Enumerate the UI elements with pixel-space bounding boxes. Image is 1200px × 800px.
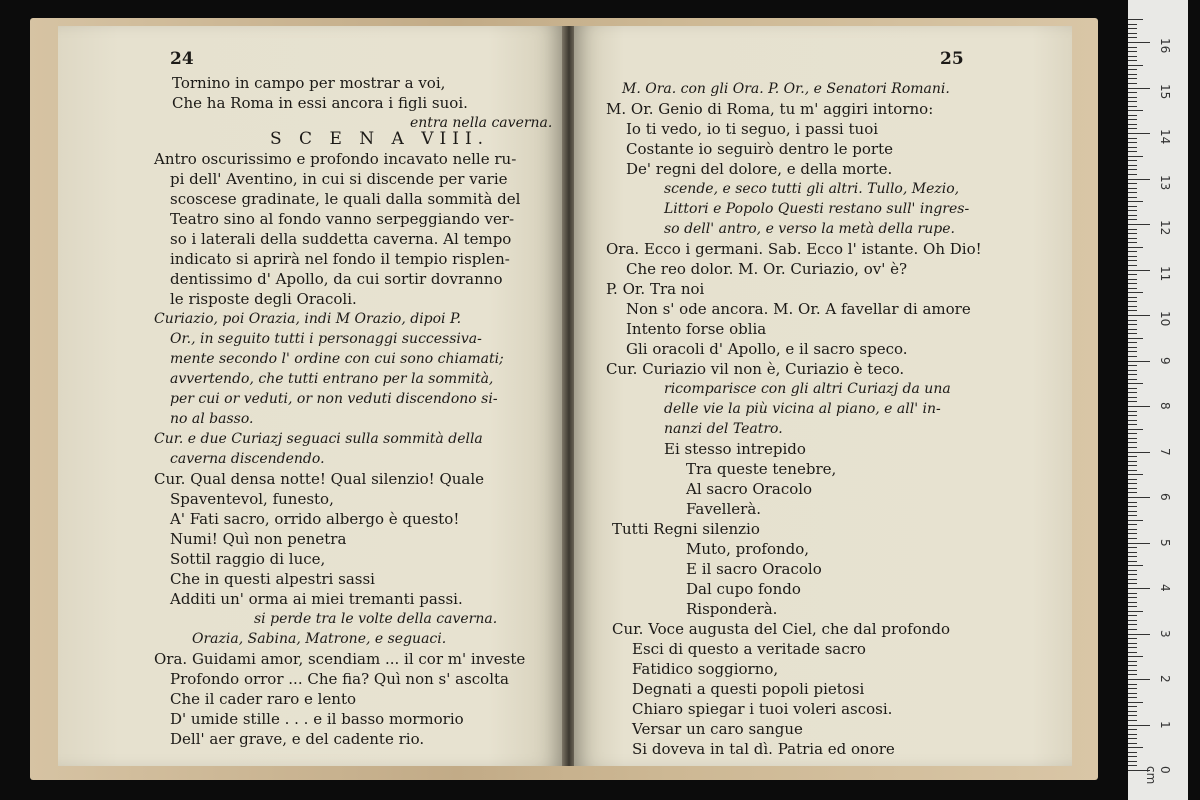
ruler-tick [1128, 197, 1137, 198]
ruler-tick [1128, 19, 1143, 20]
ruler-tick [1128, 747, 1143, 748]
text-line: Spaventevol, funesto, [170, 490, 334, 508]
ruler-tick [1128, 33, 1137, 34]
ruler-tick [1128, 674, 1137, 675]
ruler-tick [1128, 583, 1137, 584]
ruler-label: 12 [1158, 220, 1172, 236]
text-line: De' regni del dolore, e della morte. [626, 160, 893, 178]
ruler-tick [1128, 420, 1137, 421]
text-line: Degnati a questi popoli pietosi [632, 680, 865, 698]
ruler-label: 13 [1158, 174, 1172, 190]
ruler-tick [1128, 670, 1137, 671]
ruler-tick [1128, 392, 1137, 393]
ruler-tick [1128, 292, 1143, 293]
ruler-tick [1128, 65, 1143, 66]
ruler-tick [1128, 270, 1150, 271]
ruler-tick [1128, 561, 1137, 562]
ruler-tick [1128, 465, 1137, 466]
ruler-tick [1128, 725, 1150, 726]
ruler-tick [1128, 88, 1150, 89]
ruler-tick [1128, 92, 1137, 93]
ruler-tick [1128, 365, 1137, 366]
text-line: Chiaro spiegar i tuoi voleri ascosi. [632, 700, 893, 718]
ruler-tick [1128, 356, 1137, 357]
ruler-tick [1128, 138, 1137, 139]
ruler-tick [1128, 488, 1137, 489]
text-line: Dal cupo fondo [686, 580, 801, 598]
ruler-label: 7 [1158, 447, 1172, 456]
ruler-tick [1128, 47, 1137, 48]
ruler-tick [1128, 543, 1150, 544]
ruler-tick [1128, 388, 1137, 389]
ruler-tick [1128, 424, 1137, 425]
ruler-tick [1128, 310, 1137, 311]
text-line: Ora. Guidami amor, scendiam ... il cor m' investe [154, 650, 526, 668]
ruler-tick [1128, 142, 1137, 143]
ruler-tick [1128, 602, 1137, 603]
ruler-tick [1128, 579, 1137, 580]
stage-direction-line: per cui or veduti, or non veduti discendono si- [170, 391, 498, 407]
stage-direction-line: no al basso. [170, 411, 254, 427]
ruler-tick [1128, 474, 1143, 475]
ruler-tick [1128, 611, 1143, 612]
text-line: Gli oracoli d' Apollo, e il sacro speco. [626, 340, 908, 358]
ruler-tick [1128, 265, 1137, 266]
ruler-tick [1128, 370, 1137, 371]
ruler-tick [1128, 738, 1137, 739]
ruler-tick [1128, 60, 1137, 61]
text-line: Fatidico soggiorno, [632, 660, 779, 678]
text-line: Esci di questo a veritade sacro [632, 640, 866, 658]
ruler-tick [1128, 511, 1137, 512]
ruler-tick [1128, 483, 1137, 484]
text-line: D' umide stille . . . e il basso mormorio [170, 710, 464, 728]
ruler-tick [1128, 206, 1137, 207]
ruler-tick [1128, 83, 1137, 84]
ruler-tick [1128, 219, 1137, 220]
ruler-label: 4 [1158, 584, 1172, 592]
stage-direction-line: avvertendo, che tutti entrano per la sommità, [170, 371, 494, 387]
ruler-tick [1128, 320, 1137, 321]
ruler-tick [1128, 274, 1137, 275]
ruler-label: 8 [1158, 402, 1172, 410]
ruler-tick [1128, 338, 1143, 339]
ruler-label: 2 [1158, 675, 1172, 683]
text-line: Favellerà. [686, 500, 762, 518]
ruler-tick [1128, 415, 1137, 416]
ruler-tick [1128, 224, 1150, 225]
stage-direction-line: nanzi del Teatro. [664, 421, 783, 437]
ruler-tick [1128, 438, 1137, 439]
stage-direction-line: mente secondo l' ordine con cui sono chiamati; [170, 351, 504, 367]
ruler-tick [1128, 374, 1137, 375]
ruler-tick [1128, 538, 1137, 539]
ruler-label: 11 [1158, 265, 1172, 281]
ruler-tick [1128, 160, 1137, 161]
text-line: Additi un' orma ai miei tremanti passi. [170, 590, 463, 608]
ruler-tick [1128, 606, 1137, 607]
ruler-tick [1128, 128, 1137, 129]
ruler-tick [1128, 593, 1137, 594]
text-line: scoscese gradinate, le quali dalla sommità del [170, 190, 521, 208]
ruler-tick [1128, 379, 1137, 380]
text-line: Profondo orror ... Che fia? Quì non s' ascolta [170, 670, 509, 688]
ruler-tick [1128, 588, 1150, 589]
ruler-tick [1128, 74, 1137, 75]
text-line: dentissimo d' Apollo, da cui sortir dovranno [170, 270, 503, 288]
ruler-tick [1128, 515, 1137, 516]
ruler-tick [1128, 570, 1137, 571]
ruler-label: 6 [1158, 493, 1172, 501]
ruler-tick [1128, 215, 1137, 216]
ruler-tick [1128, 210, 1137, 211]
ruler-label: 9 [1158, 356, 1172, 365]
text-line: indicato si aprirà nel fondo il tempio risplen- [170, 250, 510, 268]
text-line: Io ti vedo, io ti seguo, i passi tuoi [626, 120, 879, 138]
ruler-tick [1128, 260, 1137, 261]
text-line: Tutti Regni silenzio [612, 520, 760, 538]
ruler-tick [1128, 643, 1137, 644]
ruler-tick [1128, 684, 1137, 685]
ruler-tick [1128, 301, 1137, 302]
ruler-label: 10 [1158, 311, 1172, 327]
stage-direction-line: si perde tra le volte della caverna. [254, 611, 498, 627]
page-number: 25 [940, 49, 964, 69]
text-line: Risponderà. [686, 600, 778, 618]
ruler-tick [1128, 752, 1137, 753]
ruler-tick [1128, 256, 1137, 257]
ruler-tick [1128, 442, 1137, 443]
ruler-tick [1128, 247, 1143, 248]
ruler-label: 5 [1158, 538, 1172, 547]
text-line: Al sacro Oracolo [686, 480, 813, 498]
stage-direction-line: Littori e Popolo Questi restano sull' ingres- [664, 201, 970, 217]
ruler-label: 0 cm [1144, 766, 1172, 785]
stage-direction-line: caverna discendendo. [170, 451, 325, 467]
ruler-tick [1128, 533, 1137, 534]
ruler-tick [1128, 461, 1137, 462]
stage-direction-line: Cur. e due Curiazj seguaci sulla sommità della [154, 431, 483, 447]
ruler-tick [1128, 629, 1137, 630]
ruler-tick [1128, 688, 1137, 689]
ruler-tick [1128, 279, 1137, 280]
text-line: Che reo dolor. M. Or. Curiazio, ov' è? [626, 260, 908, 278]
text-line: Versar un caro sangue [632, 720, 803, 738]
ruler-tick [1128, 697, 1137, 698]
text-line: Si doveva in tal dì. Patria ed onore [632, 740, 895, 758]
ruler-tick [1128, 634, 1150, 635]
text-line: Sottil raggio di luce, [170, 550, 326, 568]
text-line: Dell' aer grave, e del cadente rio. [170, 730, 425, 748]
ruler-tick [1128, 429, 1143, 430]
ruler-tick [1128, 597, 1137, 598]
ruler-tick [1128, 156, 1143, 157]
ruler-label: 14 [1158, 129, 1172, 145]
ruler-tick [1128, 37, 1137, 38]
text-line: Intento forse oblia [626, 320, 767, 338]
ruler-label: 15 [1158, 83, 1172, 99]
ruler-tick [1128, 42, 1150, 43]
stage-direction-line: Orazia, Sabina, Matrone, e seguaci. [192, 631, 447, 647]
stage-direction-line: entra nella caverna. [410, 115, 553, 131]
ruler-tick [1128, 620, 1137, 621]
ruler-tick [1128, 497, 1150, 498]
ruler-tick [1128, 51, 1137, 52]
ruler-tick [1128, 283, 1137, 284]
ruler-tick [1128, 647, 1137, 648]
ruler-tick [1128, 693, 1137, 694]
ruler-tick [1128, 661, 1137, 662]
ruler-tick [1128, 342, 1137, 343]
ruler-tick [1128, 383, 1143, 384]
ruler-tick [1128, 656, 1143, 657]
ruler-tick [1128, 729, 1137, 730]
stage-direction-line: Or., in seguito tutti i personaggi successiva- [170, 331, 482, 347]
text-line: Ei stesso intrepido [664, 440, 806, 458]
text-line: Numi! Quì non penetra [170, 530, 347, 548]
stage-direction-line: delle vie la più vicina al piano, e all' in- [664, 401, 941, 417]
ruler-tick [1128, 151, 1137, 152]
ruler-label: 1 [1158, 720, 1172, 729]
stage-direction-line: M. Ora. con gli Ora. P. Or., e Senatori Romani. [622, 81, 950, 97]
ruler-tick [1128, 711, 1137, 712]
ruler-tick [1128, 347, 1137, 348]
ruler-tick [1128, 251, 1137, 252]
ruler-tick [1128, 433, 1137, 434]
text-line: Che il cader raro e lento [170, 690, 357, 708]
ruler-tick [1128, 101, 1137, 102]
ruler-tick [1128, 165, 1137, 166]
ruler-tick [1128, 333, 1137, 334]
ruler-tick [1128, 520, 1143, 521]
ruler-tick [1128, 351, 1137, 352]
ruler-tick [1128, 238, 1137, 239]
ruler-tick [1128, 456, 1137, 457]
left-page [58, 26, 564, 766]
ruler-tick [1128, 492, 1137, 493]
stage-direction-line: ricomparisce con gli altri Curiazj da una [664, 381, 951, 397]
text-line: Ora. Ecco i germani. Sab. Ecco l' istante. Oh Dio! [606, 240, 982, 258]
page-number: 24 [170, 49, 194, 69]
ruler-tick [1128, 761, 1137, 762]
ruler-tick [1128, 556, 1137, 557]
ruler-tick [1128, 229, 1137, 230]
ruler-tick [1128, 406, 1150, 407]
ruler-tick [1128, 574, 1137, 575]
text-line: Cur. Qual densa notte! Qual silenzio! Quale [154, 470, 485, 488]
text-line: pi dell' Aventino, in cui si discende per varie [170, 170, 508, 188]
ruler-tick [1128, 201, 1143, 202]
ruler-tick [1128, 233, 1137, 234]
text-line: Tra queste tenebre, [686, 460, 837, 478]
ruler-tick [1128, 97, 1137, 98]
ruler-tick [1128, 397, 1137, 398]
ruler-tick [1128, 147, 1137, 148]
ruler-tick [1128, 69, 1137, 70]
text-line: Che in questi alpestri sassi [170, 570, 375, 588]
text-line: Che ha Roma in essi ancora i figli suoi. [172, 94, 468, 112]
ruler-tick [1128, 106, 1137, 107]
ruler-tick [1128, 329, 1137, 330]
ruler-tick [1128, 179, 1150, 180]
ruler-tick [1128, 565, 1143, 566]
ruler-tick [1128, 552, 1137, 553]
ruler-tick [1128, 174, 1137, 175]
stage-direction-line: scende, e seco tutti gli altri. Tullo, Mezio, [664, 181, 960, 197]
ruler-tick [1128, 133, 1150, 134]
ruler-tick [1128, 615, 1137, 616]
ruler-tick [1128, 288, 1137, 289]
ruler-tick [1128, 401, 1137, 402]
ruler-tick [1128, 702, 1143, 703]
right-page [574, 26, 1072, 766]
scene-heading: S C E N A VIII. [270, 129, 490, 149]
text-line: Muto, profondo, [686, 540, 810, 558]
text-line: Tornino in campo per mostrar a voi, [172, 74, 446, 92]
ruler-tick [1128, 447, 1137, 448]
ruler-tick [1128, 169, 1137, 170]
text-line: P. Or. Tra noi [606, 280, 705, 298]
ruler-label: 3 [1158, 629, 1172, 638]
ruler-tick [1128, 119, 1137, 120]
ruler-tick [1128, 679, 1150, 680]
ruler-tick [1128, 529, 1137, 530]
ruler-tick [1128, 306, 1137, 307]
ruler-tick [1128, 192, 1137, 193]
ruler-tick [1128, 24, 1137, 25]
ruler-tick [1128, 411, 1137, 412]
ruler-tick [1128, 188, 1137, 189]
ruler-tick [1128, 110, 1143, 111]
ruler-tick [1128, 479, 1137, 480]
ruler-tick [1128, 324, 1137, 325]
ruler-tick [1128, 242, 1137, 243]
text-line: Non s' ode ancora. M. Or. A favellar di amore [626, 300, 971, 318]
text-line: M. Or. Genio di Roma, tu m' aggiri intorno: [606, 100, 934, 118]
ruler-tick [1128, 638, 1137, 639]
ruler-tick [1128, 115, 1137, 116]
stage-direction-line: Curiazio, poi Orazia, indi M Orazio, dipoi P. [154, 311, 462, 327]
ruler-tick [1128, 452, 1150, 453]
measuring-ruler [1128, 0, 1188, 800]
ruler-tick [1128, 715, 1137, 716]
ruler-tick [1128, 124, 1137, 125]
text-line: le risposte degli Oracoli. [170, 290, 357, 308]
ruler-tick [1128, 56, 1137, 57]
ruler-tick [1128, 734, 1137, 735]
ruler-tick [1128, 624, 1137, 625]
ruler-tick [1128, 183, 1137, 184]
text-line: E il sacro Oracolo [686, 560, 822, 578]
stage-direction-line: so dell' antro, e verso la metà della rupe. [664, 221, 955, 237]
ruler-tick [1128, 506, 1137, 507]
text-line: Antro oscurissimo e profondo incavato nelle ru- [154, 150, 517, 168]
ruler-label: 16 [1158, 38, 1172, 54]
text-line: Cur. Voce augusta del Ciel, che dal profondo [612, 620, 951, 638]
ruler-tick [1128, 765, 1137, 766]
ruler-tick [1128, 706, 1137, 707]
ruler-tick [1128, 720, 1137, 721]
text-line: so i laterali della suddetta caverna. Al tempo [170, 230, 512, 248]
ruler-tick [1128, 524, 1137, 525]
ruler-tick [1128, 315, 1150, 316]
text-line: A' Fati sacro, orrido albergo è questo! [170, 510, 460, 528]
ruler-tick [1128, 756, 1137, 757]
text-line: Teatro sino al fondo vanno serpeggiando ver- [170, 210, 515, 228]
ruler-tick [1128, 652, 1137, 653]
text-line: Costante io seguirò dentro le porte [626, 140, 893, 158]
text-line: Cur. Curiazio vil non è, Curiazio è teco. [606, 360, 905, 378]
ruler-tick [1128, 502, 1137, 503]
ruler-tick [1128, 665, 1137, 666]
ruler-tick [1128, 470, 1137, 471]
ruler-tick [1128, 361, 1150, 362]
ruler-tick [1128, 743, 1137, 744]
ruler-tick [1128, 78, 1137, 79]
ruler-tick [1128, 547, 1137, 548]
ruler-tick [1128, 297, 1137, 298]
ruler-tick [1128, 28, 1137, 29]
